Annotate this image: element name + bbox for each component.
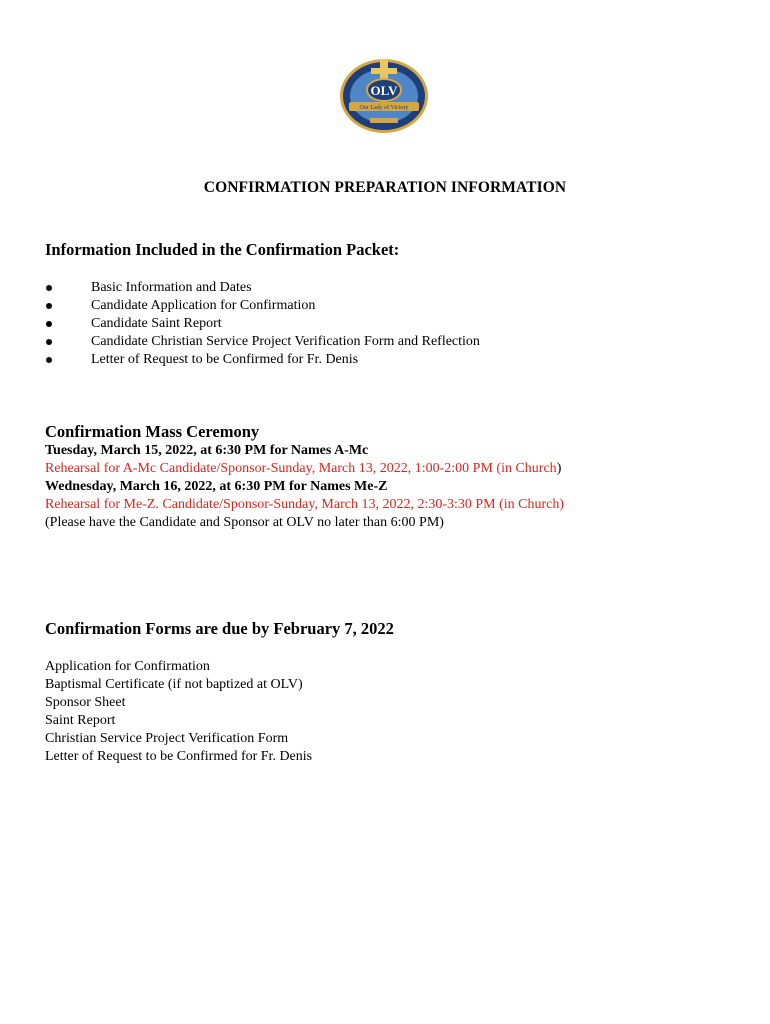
list-item: Baptismal Certificate (if not baptized at OLV) (45, 677, 303, 692)
packet-list (45, 279, 480, 369)
document-title: CONFIRMATION PREPARATION INFORMATION (203, 179, 567, 196)
bullet-icon (46, 357, 52, 363)
list-item: Candidate Application for Confirmation (45, 297, 480, 315)
ceremony-details (45, 442, 564, 532)
rehearsal-me-z: Rehearsal for Me-Z. Candidate/Sponsor-Sunday, March 13, 2022, 2:30-3:30 PM (in Church) (45, 497, 565, 512)
rehearsal-a-mc: Rehearsal for A-Mc Candidate/Sponsor-Sunday, March 13, 2022, 1:00-2:00 PM (in Church) (45, 461, 562, 476)
olv-parish-logo (337, 56, 431, 136)
forms-list (45, 658, 312, 766)
list-item: Letter of Request to be Confirmed for Fr. Denis (45, 749, 313, 764)
list-item: Application for Confirmation (45, 659, 210, 674)
ceremony-date-me-z: Wednesday, March 16, 2022, at 6:30 PM for Names Me-Z (45, 479, 388, 494)
bullet-icon (46, 303, 52, 309)
list-item: Candidate Christian Service Project Verification Form and Reflection (45, 333, 480, 351)
list-item: Candidate Saint Report (45, 315, 480, 333)
list-item: Saint Report (45, 713, 116, 728)
ceremony-date-a-mc: Tuesday, March 15, 2022, at 6:30 PM for Names A-Mc (45, 443, 369, 458)
list-item: Christian Service Project Verification Form (45, 731, 289, 746)
bullet-icon (46, 285, 52, 291)
forms-heading: Confirmation Forms are due by February 7, 2022 (45, 619, 394, 638)
logo-text: OLV (370, 83, 398, 98)
list-item: Letter of Request to be Confirmed for Fr. Denis (45, 351, 480, 369)
list-item: Basic Information and Dates (45, 279, 480, 297)
arrival-note: (Please have the Candidate and Sponsor at OLV no later than 6:00 PM) (45, 515, 444, 530)
ceremony-heading: Confirmation Mass Ceremony (45, 422, 260, 441)
packet-heading: Information Included in the Confirmation Packet: (45, 240, 400, 259)
list-item: Sponsor Sheet (45, 695, 126, 710)
bullet-icon (46, 339, 52, 345)
bullet-icon (46, 321, 52, 327)
logo-banner-text: Our Lady of Victory (359, 105, 409, 111)
